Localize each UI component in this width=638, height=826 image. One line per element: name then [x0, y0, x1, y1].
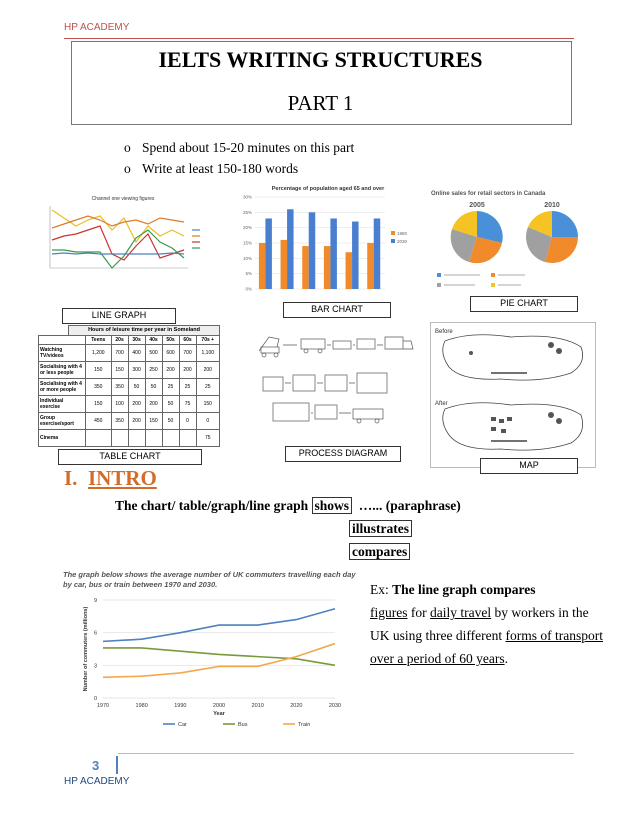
table-cell	[86, 430, 112, 447]
bar-2030	[330, 218, 337, 289]
table-cell: Socialising with 4 or more people	[39, 379, 86, 396]
verb-alternative	[349, 544, 410, 560]
table-cell: Group exercise/sport	[39, 413, 86, 430]
commute-legend-label: Car	[178, 722, 187, 728]
table-cell	[179, 430, 196, 447]
commute-y-tick-label: 0	[93, 696, 97, 702]
table-cell	[111, 430, 128, 447]
pie-title: Online sales for retail sectors in Canada	[431, 191, 546, 197]
commute-x-tick-label: 1980	[135, 703, 148, 709]
table-cell: 350	[111, 379, 128, 396]
table-cell: 200	[179, 362, 196, 379]
line-graph-thumbnail	[28, 190, 218, 308]
commute-series-car	[103, 609, 335, 642]
table-cell: 75	[196, 430, 219, 447]
pie-2010	[526, 211, 578, 263]
table-cell: 25	[196, 379, 219, 396]
table-cell	[128, 430, 145, 447]
verb-alternative	[349, 521, 412, 537]
bullet-marker: o	[124, 161, 131, 176]
commute-x-tick-label: 2020	[290, 703, 303, 709]
label-map: MAP	[480, 458, 578, 474]
commute-legend-label: Train	[298, 722, 311, 728]
table-header-cell: 30s	[128, 336, 145, 345]
table-header-cell: 70s +	[196, 336, 219, 345]
table-header-cell: 60s	[179, 336, 196, 345]
example-paragraph	[370, 578, 610, 670]
bullet-text: Write at least 150-180 words	[142, 161, 299, 176]
table-cell: 350	[111, 413, 128, 430]
bar-2030	[374, 218, 381, 289]
table-cell: 200	[128, 413, 145, 430]
section-title: INTRO	[87, 466, 157, 490]
verb-box: compares	[349, 543, 410, 560]
bar-2030	[352, 222, 359, 289]
table-row	[39, 379, 220, 396]
bullet-item	[124, 161, 298, 177]
pie-year-b: 2010	[544, 202, 560, 209]
commute-y-axis-label: Number of commuters (millions)	[83, 606, 89, 692]
table-cell: 50	[145, 379, 162, 396]
page-number: 3	[92, 758, 100, 773]
label-table-chart: TABLE CHART	[58, 449, 202, 465]
leisure-table	[38, 335, 220, 447]
bar-legend-swatch	[391, 231, 395, 235]
map-after-label: After	[435, 401, 448, 407]
example-text: by workers in the UK using three different	[370, 605, 589, 643]
table-header-cell: Teens	[86, 336, 112, 345]
table-cell	[162, 430, 179, 447]
table-cell: Socialising with 4 or less people	[39, 362, 86, 379]
table-row	[39, 345, 220, 362]
table-cell: 150	[86, 362, 112, 379]
commute-legend-label: Bus	[238, 722, 248, 728]
table-caption: Hours of leisure time per year in Someland	[68, 325, 220, 335]
commute-x-tick-label: 1990	[174, 703, 187, 709]
template-prefix: The chart/ table/graph/line graph	[115, 498, 309, 513]
example-text: for	[407, 605, 430, 620]
table-cell: 200	[162, 362, 179, 379]
map-island-after	[443, 403, 583, 450]
table-cell: 1,200	[86, 345, 112, 362]
table-cell: 200	[128, 396, 145, 413]
table-cell: 450	[86, 413, 112, 430]
table-cell: 200	[196, 362, 219, 379]
bar-1980	[346, 252, 353, 289]
commute-x-tick-label: 1970	[96, 703, 110, 709]
process-diagram-thumbnail	[253, 325, 421, 445]
bullet-text: Spend about 15-20 minutes on this part	[142, 140, 355, 155]
table-chart-thumbnail	[38, 325, 220, 461]
commute-x-tick-label: 2000	[212, 703, 226, 709]
verb-box: illustrates	[349, 520, 412, 537]
table-cell: 25	[162, 379, 179, 396]
table-cell: 75	[179, 396, 196, 413]
bar-legend-swatch	[391, 239, 395, 243]
table-cell: 150	[145, 413, 162, 430]
table-header-cell: 20s	[111, 336, 128, 345]
example-text: .	[504, 651, 508, 666]
table-cell: 0	[179, 413, 196, 430]
table-row	[39, 430, 220, 447]
template-suffix: …... (paraphrase)	[358, 498, 461, 513]
bullet-marker: o	[124, 140, 131, 155]
footer-academy: HP ACADEMY	[64, 776, 130, 787]
template-sentence	[115, 498, 461, 514]
pie-2005	[451, 211, 503, 263]
table-cell: 300	[128, 362, 145, 379]
bar-y-tick-label: 10%	[242, 255, 252, 261]
label-process-diagram: PROCESS DIAGRAM	[285, 446, 401, 462]
footer-bar	[116, 756, 118, 774]
table-cell: 100	[111, 396, 128, 413]
commute-y-tick-label: 9	[93, 598, 97, 604]
bar-2030	[265, 218, 272, 289]
bar-1980	[367, 243, 374, 289]
commute-x-tick-label: 2030	[328, 703, 342, 709]
bullet-item	[124, 140, 354, 156]
table-cell: 50	[128, 379, 145, 396]
commute-y-tick-label: 6	[93, 630, 97, 637]
table-cell: 200	[145, 396, 162, 413]
commute-x-tick-label: 2010	[251, 703, 264, 709]
example-underline-forms: forms of transport	[505, 628, 603, 643]
bar-1980	[259, 243, 266, 289]
table-cell: 600	[162, 345, 179, 362]
map-thumbnail	[430, 322, 596, 468]
table-row	[39, 396, 220, 413]
thumb-line-title: Channel one viewing figures	[91, 196, 155, 202]
verb-box: shows	[312, 497, 353, 514]
bar-chart-svg	[233, 183, 413, 301]
table-cell: Cinema	[39, 430, 86, 447]
table-cell: 25	[179, 379, 196, 396]
table-header-cell	[39, 336, 86, 345]
label-pie-chart: PIE CHART	[470, 296, 578, 312]
header-academy: HP ACADEMY	[64, 22, 130, 33]
example-line-graph	[63, 570, 363, 730]
page-subtitle: PART 1	[287, 91, 354, 115]
bar-y-tick-label: 25%	[242, 209, 252, 215]
page-title: IELTS WRITING STRUCTURES	[158, 47, 483, 72]
table-cell: 250	[145, 362, 162, 379]
commute-x-axis-label: Year	[213, 711, 225, 717]
pie-year-a: 2005	[469, 202, 485, 209]
example-underline-daily-travel: daily travel	[430, 605, 492, 620]
table-cell: 500	[145, 345, 162, 362]
table-cell: 150	[196, 396, 219, 413]
table-cell: 0	[196, 413, 219, 430]
table-cell: 350	[86, 379, 112, 396]
bar-1980	[324, 246, 331, 289]
bar-legend-label: 2030	[397, 239, 408, 244]
example-underline-figures: figures	[370, 605, 408, 620]
pie-chart-thumbnail	[425, 187, 603, 297]
bar-1980	[281, 240, 288, 289]
bar-chart-thumbnail	[233, 183, 413, 301]
section-heading-intro	[64, 466, 157, 491]
table-cell: 150	[111, 362, 128, 379]
table-header-cell: 50s	[162, 336, 179, 345]
table-cell: 50	[162, 396, 179, 413]
bar-y-tick-label: 15%	[242, 240, 252, 246]
table-cell: 150	[86, 396, 112, 413]
commute-series-bus	[103, 648, 335, 665]
map-before-label: Before	[435, 329, 453, 335]
table-row	[39, 362, 220, 379]
bar-1980	[302, 246, 309, 289]
table-header-row	[39, 336, 220, 345]
example-underline-period: over a period of 60 years	[370, 651, 505, 666]
example-graph-caption: The graph below shows the average number of UK commuters travelling each day by car, bus or train between 1970 and 2030.	[63, 570, 356, 589]
table-cell: 700	[111, 345, 128, 362]
example-prefix: Ex:	[370, 582, 393, 597]
table-cell: Watching TV/videos	[39, 345, 86, 362]
label-bar-chart: BAR CHART	[283, 302, 391, 318]
bar-y-tick-label: 0%	[245, 286, 252, 292]
example-bold: The line graph compares	[392, 582, 536, 597]
bar-legend-label: 1980	[397, 231, 408, 236]
commute-y-tick-label: 3	[93, 663, 97, 670]
table-row	[39, 413, 220, 430]
table-cell: 400	[128, 345, 145, 362]
bar-y-tick-label: 5%	[245, 271, 252, 277]
table-cell: 1,100	[196, 345, 219, 362]
bar-chart-title: Percentage of population aged 65 and over	[271, 186, 385, 192]
table-cell: 700	[179, 345, 196, 362]
bar-y-tick-label: 30%	[242, 194, 252, 200]
table-header-cell: 40s	[145, 336, 162, 345]
bar-2030	[309, 212, 316, 289]
header-rule	[64, 38, 574, 39]
table-cell: 50	[162, 413, 179, 430]
commuter-chart-svg	[63, 590, 363, 728]
bar-y-tick-label: 20%	[242, 225, 252, 231]
table-cell: Individual exercise	[39, 396, 86, 413]
footer-rule	[118, 753, 574, 754]
label-line-graph: LINE GRAPH	[62, 308, 176, 324]
table-cell	[145, 430, 162, 447]
bar-2030	[287, 209, 294, 289]
section-numeral: I.	[64, 466, 78, 490]
